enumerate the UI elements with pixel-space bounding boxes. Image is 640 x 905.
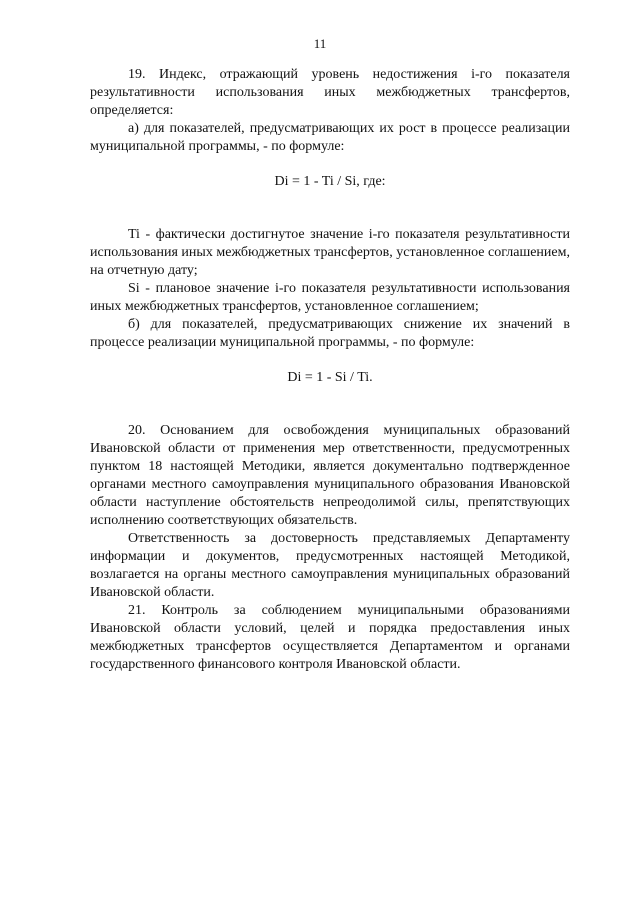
spacer <box>90 208 570 226</box>
spacer <box>90 404 570 422</box>
paragraph-20-responsibility: Ответственность за достоверность представляемых Департаменту информации и документов, предусмотренных настоящей Методикой, возлагается на органы местного самоуправления муниципальных образований Ивановской области. <box>90 531 570 600</box>
formula-growth: Di = 1 - Ti / Si, где: <box>274 174 386 189</box>
formula-decrease: Di = 1 - Si / Ti. <box>287 370 373 385</box>
paragraph-19-b: б) для показателей, предусматривающих снижение их значений в процессе реализации муниципальной программы, - по формуле: <box>90 317 570 350</box>
page-number: 11 <box>313 36 327 51</box>
definition-si: Si - плановое значение i-го показателя результативности использования иных межбюджетных трансфертов, установленное соглашением; <box>90 281 570 314</box>
document-body <box>90 66 570 674</box>
paragraph-21: 21. Контроль за соблюдением муниципальными образованиями Ивановской области условий, целей и порядка предоставления иных межбюджетных трансфертов осуществляется Департаментом и органами государственного финансового контроля Ивановской области. <box>90 603 570 672</box>
paragraph-20: 20. Основанием для освобождения муниципальных образований Ивановской области от применения мер ответственности, предусмотренных пунктом 18 настоящей Методики, является документально подтвержденное органами местного самоуправления муниципального образования Ивановской области наступление обстоятельств непреодолимой силы, препятствующих исполнению соответствующих обязательств. <box>90 423 570 528</box>
definition-ti: Ti - фактически достигнутое значение i-го показателя результативности использования иных межбюджетных трансфертов, установленное соглашением, на отчетную дату; <box>90 227 570 278</box>
paragraph-19-intro: 19. Индекс, отражающий уровень недостижения i-го показателя результативности использования иных межбюджетных трансфертов, определяется: <box>90 67 570 118</box>
paragraph-19-a: а) для показателей, предусматривающих их рост в процессе реализации муниципальной программы, - по формуле: <box>90 121 570 154</box>
